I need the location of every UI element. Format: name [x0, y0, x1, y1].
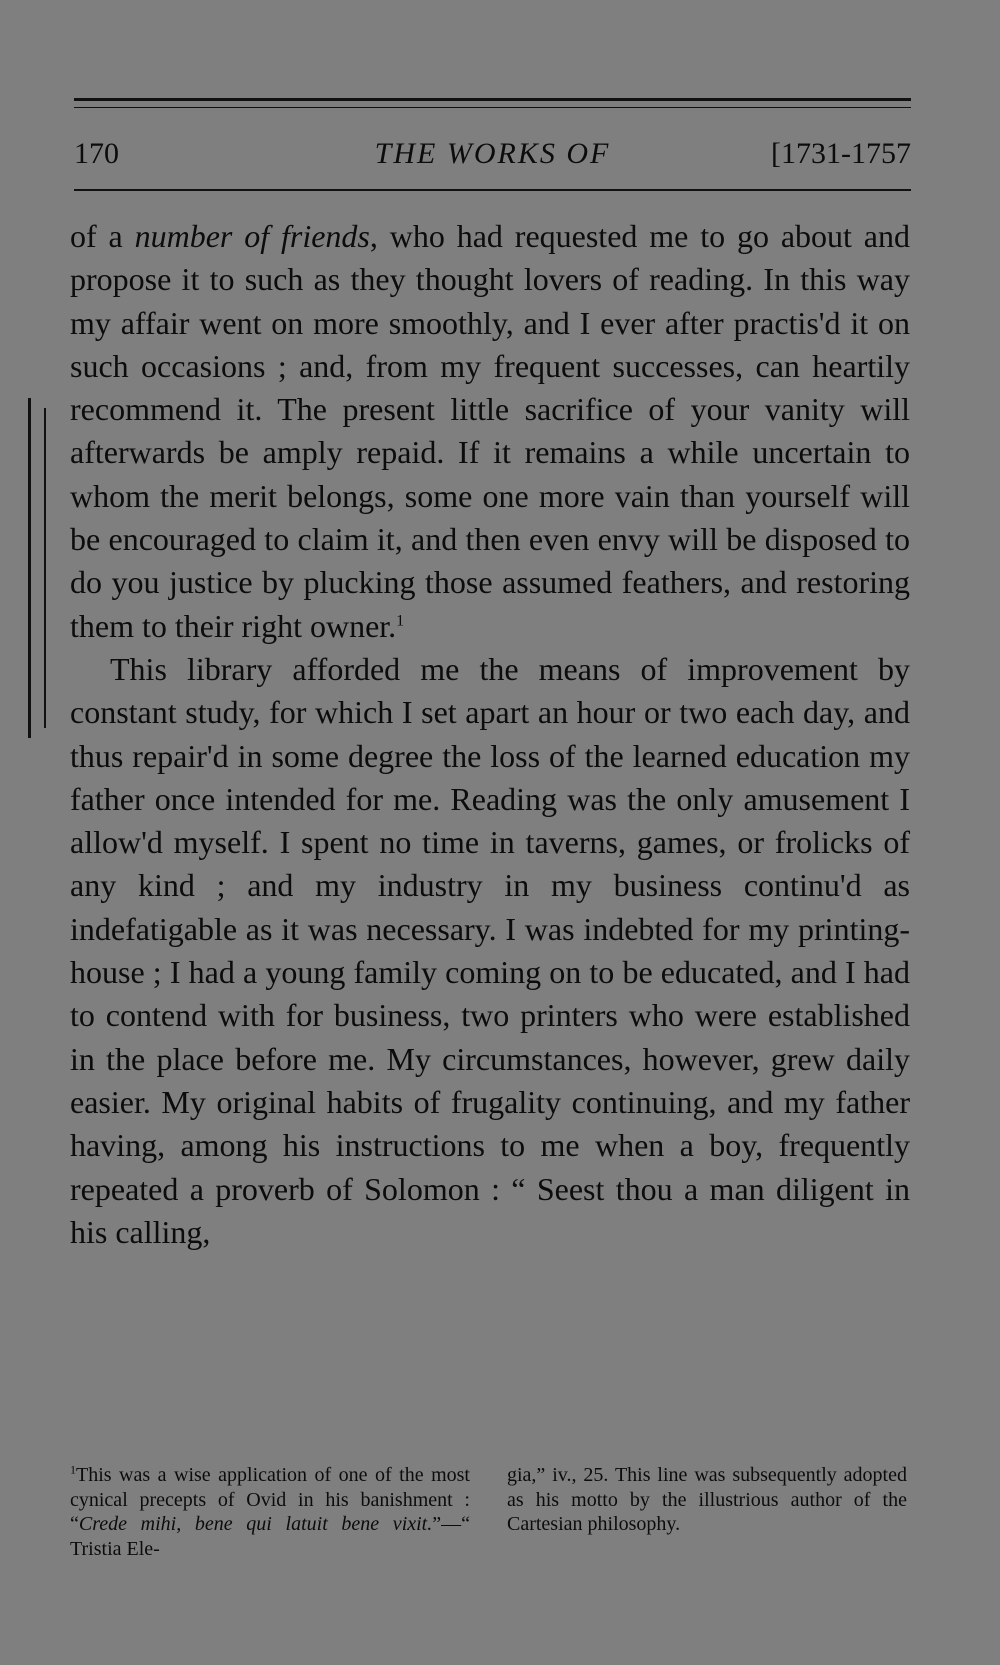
- paragraph-1-start: of a: [70, 218, 135, 254]
- header-rule-bottom: [74, 189, 911, 191]
- paragraph-1-text: , who had requested me to go about and propose it to such as they thought lovers of reading. In this way my affair went on more smoothly, and I ever after practis'd it on such occasions ; and, from my frequent successes, can heartily recommend it. The present little sacrifice of your vanity will afterwards be amply repaid. If it remains a while uncertain to whom the merit belongs, some one more vain than yourself will be encouraged to claim it, and then even envy will be disposed to do you justice by plucking those assumed feathers, and restoring them to their right owner.: [70, 218, 911, 644]
- footnote-column-1: [70, 1463, 470, 1561]
- header-rule-top: [74, 98, 911, 101]
- footnote-mark: 1: [70, 1462, 76, 1477]
- footnote-latin-quote: Crede mihi, bene qui latuit bene vixit.: [78, 1513, 433, 1535]
- header-rule-thin: [74, 107, 911, 108]
- page-number: 170: [74, 137, 119, 170]
- footnote-column-2: gia,” iv., 25. This line was subsequently adopted as his motto by the illustrious author of the Cartesian philosophy.: [507, 1464, 907, 1535]
- paragraph-1-emphasis: number of friends: [134, 218, 370, 254]
- page-body: [70, 215, 910, 1254]
- running-header: [74, 134, 911, 174]
- footnote-text-1-tail: ”—“ Tristia Ele-: [70, 1513, 470, 1560]
- paragraph-1: [70, 215, 910, 648]
- footnote-reference: 1: [396, 612, 405, 630]
- margin-mark-inner: [44, 408, 46, 728]
- paragraph-2: This library afforded me the means of improvement by constant study, for which I set apart an hour or two each day, and thus repair'd in some degree the loss of the learned education my father once intended for me. Reading was the only amusement I allow'd myself. I spent no time in taverns, games, or frolicks of any kind ; and my industry in my business continu'd as indefatigable as it was necessary. I was indebted for my printing-house ; I had a young family coming on to be educated, and I had to contend with for business, two printers who were established in the place before me. My circumstances, however, grew daily easier. My original habits of frugality continuing, and my father having, among his instructions to me when a boy, frequently repeated a proverb of Solomon : “ Seest thou a man diligent in his calling,: [70, 650, 910, 1250]
- footnote-text-1: This was a wise application of one of the most cynical precepts of Ovid in his banishment : “: [70, 1464, 470, 1535]
- year-range: [1731-1757: [771, 137, 911, 170]
- running-title: THE WORKS OF: [374, 137, 611, 170]
- margin-mark: [28, 398, 31, 738]
